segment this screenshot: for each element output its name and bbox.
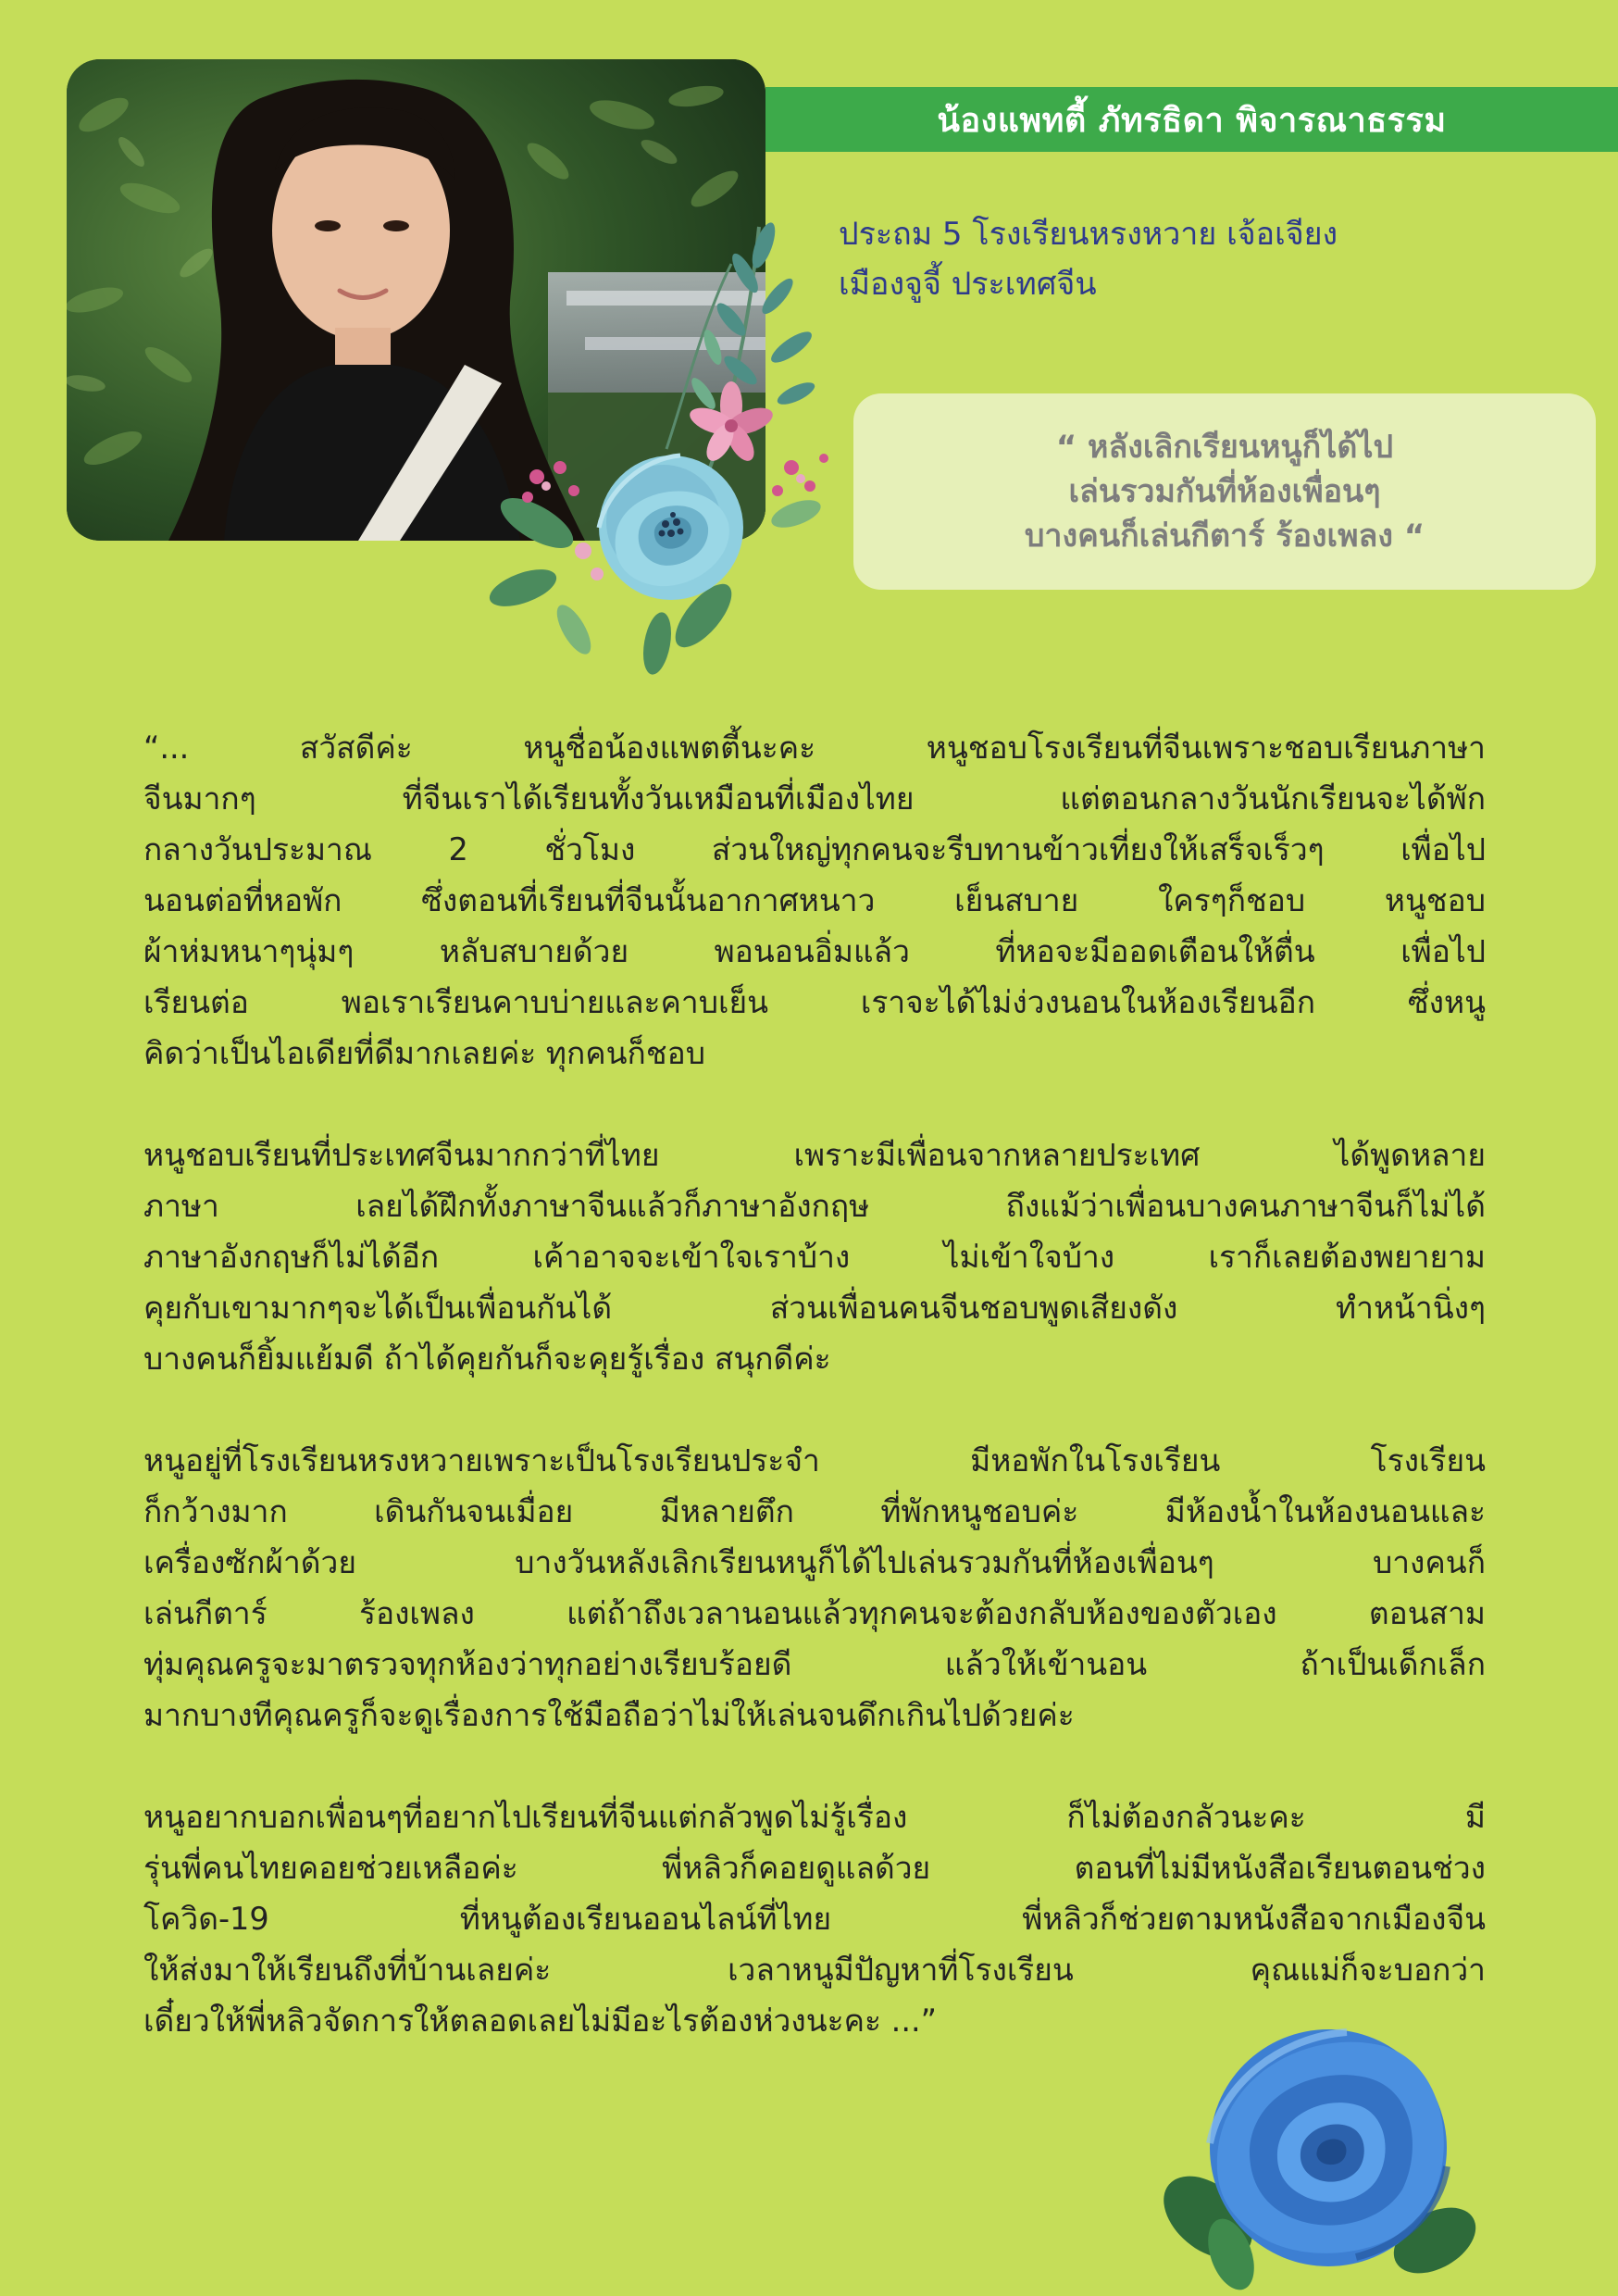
paragraph-line: โควิด-19 ที่หนูต้องเรียนออนไลน์ที่ไทย พี่หลิวก็ช่วยตามหนังสือจากเมืองจีน xyxy=(143,1901,1486,1937)
paragraph-line: ภาษาอังกฤษก็ไม่ได้อีก เค้าอาจจะเข้าใจเราบ้าง ไม่เข้าใจบ้าง เราก็เลยต้องพยายาม xyxy=(143,1239,1486,1275)
paragraph-line: ทุ่มคุณครูจะมาตรวจทุกห้องว่าทุกอย่างเรียบร้อยดี แล้วให้เข้านอน ถ้าเป็นเด็กเล็ก xyxy=(143,1646,1486,1682)
paragraph-line: มากบางทีคุณครูก็จะดูเรื่องการใช้มือถือว่าไม่ให้เล่นจนดึกเกินไปด้วยค่ะ xyxy=(143,1697,1075,1733)
paragraph-4 xyxy=(143,1791,1486,2046)
student-name: น้องแพทตี้ ภัทรธิดา พิจารณาธรรม xyxy=(937,101,1447,140)
paragraph-line: จีนมากๆ ที่จีนเราได้เรียนทั้งวันเหมือนที่เมืองไทย แต่ตอนกลางวันนักเรียนจะได้พัก xyxy=(143,780,1486,817)
school-line-1: ประถม 5 โรงเรียนหรงหวาย เจ้อเจียง xyxy=(839,216,1338,253)
paragraph-line: หนูอยากบอกเพื่อนๆที่อยากไปเรียนที่จีนแต่กลัวพูดไม่รู้เรื่อง ก็ไม่ต้องกลัวนะคะ มี xyxy=(143,1799,1486,1835)
name-banner xyxy=(765,87,1618,152)
floral-decoration xyxy=(426,208,861,676)
article-body xyxy=(143,722,1486,2097)
blue-rose-decoration xyxy=(1157,2009,1490,2296)
paragraph-line: “... สวัสดีค่ะ หนูชื่อน้องแพตตี้นะคะ หนูชอบโรงเรียนที่จีนเพราะชอบเรียนภาษา xyxy=(143,730,1486,766)
paragraph-2 xyxy=(143,1129,1486,1384)
school-info xyxy=(839,209,1505,309)
paragraph-line: เครื่องซักผ้าด้วย บางวันหลังเลิกเรียนหนูก็ได้ไปเล่นรวมกันที่ห้องเพื่อนๆ บางคนก็ xyxy=(143,1544,1486,1580)
paragraph-line: ผ้าห่มหนาๆนุ่มๆ หลับสบายด้วย พอนอนอิ่มแล้ว ที่หอจะมีออดเตือนให้ตื่น เพื่อไป xyxy=(143,933,1486,969)
paragraph-line: คุยกับเขามากๆจะได้เป็นเพื่อนกันได้ ส่วนเพื่อนคนจีนชอบพูดเสียงดัง ทำหน้านิ่งๆ xyxy=(143,1290,1486,1326)
paragraph-line: รุ่นพี่คนไทยคอยช่วยเหลือค่ะ พี่หลิวก็คอยดูแลด้วย ตอนที่ไม่มีหนังสือเรียนตอนช่วง xyxy=(143,1850,1486,1886)
paragraph-3 xyxy=(143,1435,1486,1741)
quote-box xyxy=(853,393,1596,590)
paragraph-line: บางคนก็ยิ้มแย้มดี ถ้าได้คุยกันก็จะคุยรู้เรื่อง สนุกดีค่ะ xyxy=(143,1341,831,1377)
paragraph-line: นอนต่อที่หอพัก ซึ่งตอนที่เรียนที่จีนนั้นอากาศหนาว เย็นสบาย ใครๆก็ชอบ หนูชอบ xyxy=(143,882,1486,918)
paragraph-line: ก็กว้างมาก เดินกันจนเมื่อย มีหลายตึก ที่พักหนูชอบค่ะ มีห้องน้ำในห้องนอนและ xyxy=(143,1493,1486,1529)
paragraph-line: หนูชอบเรียนที่ประเทศจีนมากกว่าที่ไทย เพราะมีเพื่อนจากหลายประเทศ ได้พูดหลาย xyxy=(143,1137,1486,1173)
paragraph-line: กลางวันประมาณ 2 ชั่วโมง ส่วนใหญ่ทุกคนจะรีบทานข้าวเที่ยงให้เสร็จเร็วๆ เพื่อไป xyxy=(143,831,1486,867)
paragraph-line: ให้ส่งมาให้เรียนถึงที่บ้านเลยค่ะ เวลาหนูมีปัญหาที่โรงเรียน คุณแม่ก็จะบอกว่า xyxy=(143,1952,1486,1988)
paragraph-1 xyxy=(143,722,1486,1079)
paragraph-line: คิดว่าเป็นไอเดียที่ดีมากเลยค่ะ ทุกคนก็ชอบ xyxy=(143,1035,705,1071)
paragraph-line: เดี๋ยวให้พี่หลิวจัดการให้ตลอดเลยไม่มีอะไรต้องห่วงนะคะ ...” xyxy=(143,2003,937,2039)
paragraph-line: หนูอยู่ที่โรงเรียนหรงหวายเพราะเป็นโรงเรียนประจำ มีหอพักในโรงเรียน โรงเรียน xyxy=(143,1442,1486,1479)
paragraph-line: ภาษา เลยได้ฝึกทั้งภาษาจีนแล้วก็ภาษาอังกฤษ ถึงแม้ว่าเพื่อนบางคนภาษาจีนก็ไม่ได้ xyxy=(143,1188,1486,1224)
quote-line-2: เล่นรวมกันที่ห้องเพื่อนๆ xyxy=(1068,473,1381,510)
paragraph-line: เล่นกีตาร์ ร้องเพลง แต่ถ้าถึงเวลานอนแล้วทุกคนจะต้องกลับห้องของตัวเอง ตอนสาม xyxy=(143,1595,1486,1631)
paragraph-line: เรียนต่อ พอเราเรียนคาบบ่ายและคาบเย็น เราจะได้ไม่ง่วงนอนในห้องเรียนอีก ซึ่งหนู xyxy=(143,984,1486,1020)
school-line-2: เมืองจูจี้ ประเทศจีน xyxy=(839,266,1097,303)
quote-line-1: “ หลังเลิกเรียนหนูก็ได้ไป xyxy=(1055,429,1394,466)
quote-line-3: บางคนก็เล่นกีตาร์ ร้องเพลง “ xyxy=(1024,518,1425,555)
